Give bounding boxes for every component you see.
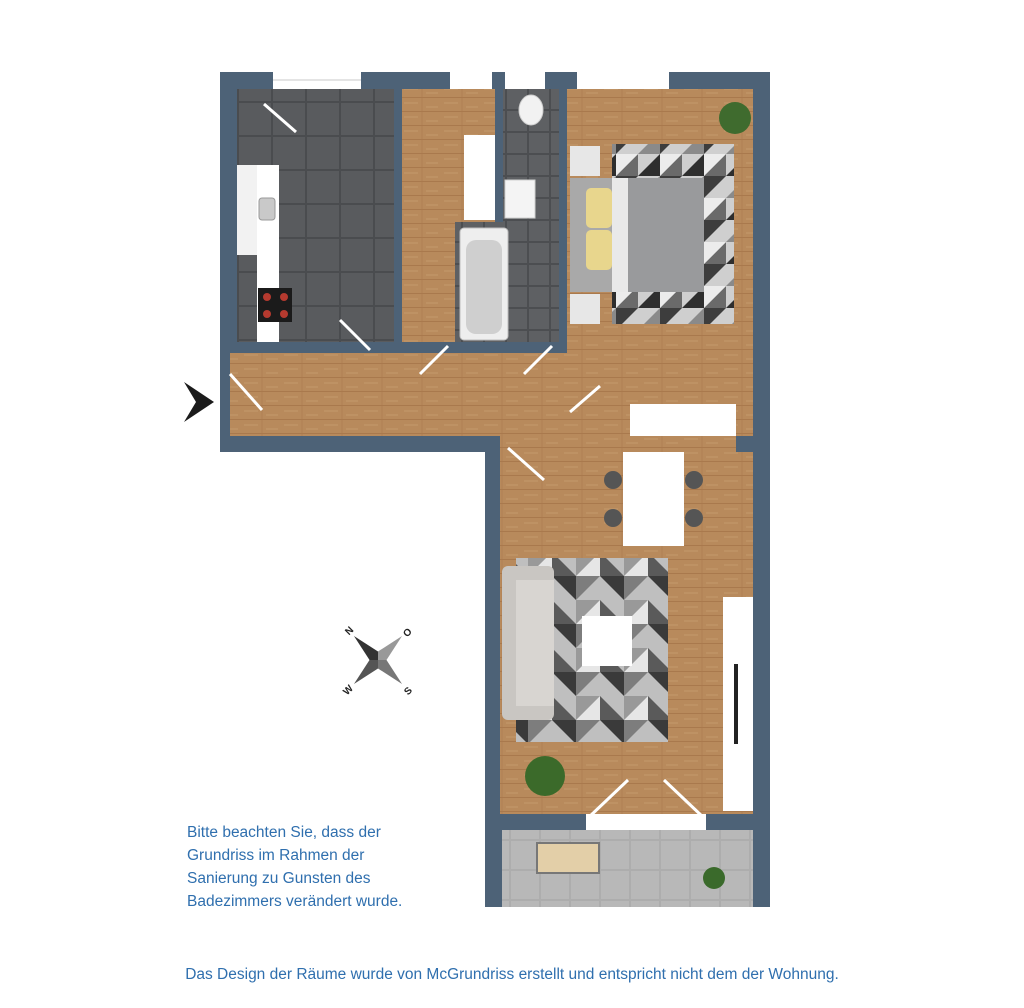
storage-window bbox=[450, 72, 492, 89]
nightstand bbox=[570, 294, 600, 324]
sofa-seat bbox=[516, 580, 554, 706]
bathroom-sink bbox=[505, 180, 535, 218]
stove-burner bbox=[263, 310, 271, 318]
stove bbox=[258, 288, 292, 322]
pillow bbox=[586, 230, 612, 270]
bed-sheet-fold bbox=[612, 178, 628, 292]
toilet bbox=[519, 95, 543, 125]
note-line: Bitte beachten Sie, dass der bbox=[187, 824, 381, 841]
compass-needle bbox=[350, 632, 383, 665]
note-line: Badezimmers verändert wurde. bbox=[187, 893, 403, 910]
bedroom-window bbox=[577, 72, 669, 89]
note-line: Sanierung zu Gunsten des bbox=[187, 870, 371, 887]
wardrobe bbox=[630, 404, 736, 436]
dining-chair bbox=[604, 509, 622, 527]
nightstand bbox=[570, 146, 600, 176]
storage-shelf bbox=[464, 135, 495, 220]
compass-needle bbox=[350, 656, 383, 689]
corridor-floor bbox=[230, 353, 567, 436]
dining-chair bbox=[685, 509, 703, 527]
compass-label-w: W bbox=[341, 683, 356, 698]
note-line: Grundriss im Rahmen der bbox=[187, 847, 365, 864]
dining-table bbox=[623, 452, 684, 546]
kitchen-sink bbox=[259, 198, 275, 220]
balcony-bench bbox=[537, 843, 599, 873]
entrance-arrow-icon bbox=[184, 382, 214, 422]
stove-burner bbox=[280, 310, 288, 318]
plant-icon bbox=[525, 756, 565, 796]
compass-label-o: O bbox=[401, 626, 415, 640]
compass-label-n: N bbox=[343, 624, 357, 638]
plant-icon bbox=[703, 867, 725, 889]
design-disclaimer: Das Design der Räume wurde von McGrundriss erstellt und entspricht nicht dem der Wohnung. bbox=[185, 966, 839, 983]
compass-needle bbox=[374, 632, 407, 665]
stove-burner bbox=[263, 293, 271, 301]
balcony-opening bbox=[586, 814, 706, 830]
coffee-table bbox=[582, 616, 632, 666]
kitchen-cabinet bbox=[237, 165, 257, 255]
compass-needle bbox=[374, 656, 407, 689]
dining-chair bbox=[604, 471, 622, 489]
compass-label-s: S bbox=[402, 685, 415, 698]
bathtub-inner bbox=[466, 240, 502, 334]
stove-burner bbox=[280, 293, 288, 301]
dining-chair bbox=[685, 471, 703, 489]
pillow bbox=[586, 188, 612, 228]
renovation-note bbox=[187, 821, 447, 913]
tv bbox=[734, 664, 738, 744]
plant-icon bbox=[719, 102, 751, 134]
bathroom-window bbox=[505, 72, 545, 89]
